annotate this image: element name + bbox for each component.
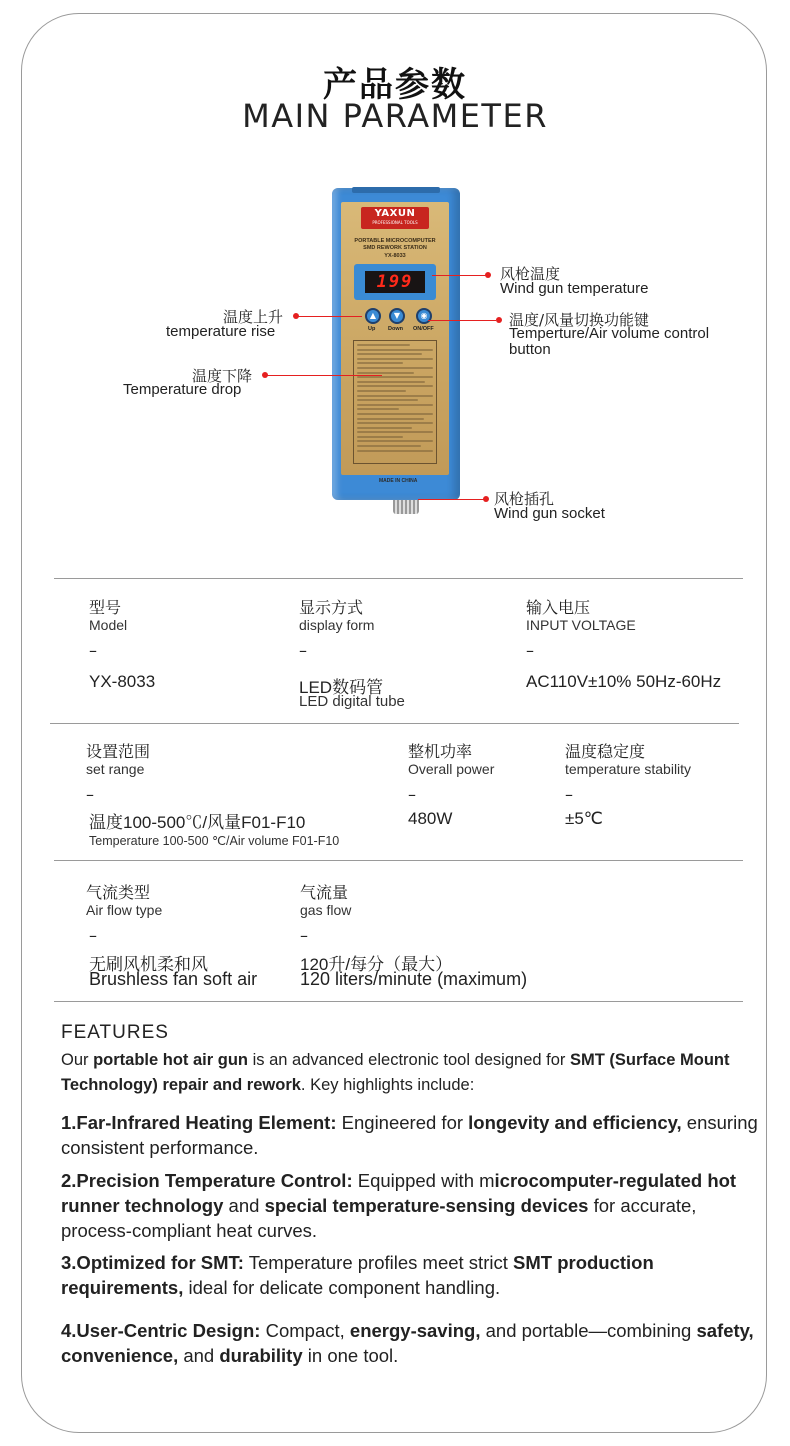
brand-name: YAXUN [374,208,416,219]
spec-range-value-en: Temperature 100-500 ℃/Air volume F01-F10 [89,834,340,848]
spec-range-en: set range [86,761,145,777]
down-button[interactable] [389,308,405,324]
power-icon: ◉ [420,311,428,320]
table-divider-bottom [54,1001,743,1002]
spec-airflow-en: Air flow type [86,902,163,918]
down-button-label: Down [388,326,403,332]
panel-line-2: SMD REWORK STATION [363,245,427,251]
spec-stability-cn: 温度稳定度 [565,742,646,761]
feature-item-3: 3.Optimized for SMT: Temperature profiles meet strict SMT production requirements, ideal for delicate component handling. [61,1252,654,1298]
spec-voltage-value: AC110V±10% 50Hz-60Hz [526,672,722,691]
spec-gasflow-en: gas flow [300,902,352,918]
spec-power-cn: 整机功率 [408,742,473,761]
callout-switch-en-2: button [509,341,551,358]
features-intro: Our portable hot air gun is an advanced electronic tool designed for SMT (Surface Mount Technology) repair and rework. Key highlights include: [61,1051,730,1094]
brand-subtitle: PROFESSIONAL TOOLS [372,220,418,225]
spec-display-value-cn: LED数码管 [299,678,384,697]
spec-voltage-en: INPUT VOLTAGE [526,617,636,633]
table-divider-2 [54,860,743,861]
spec-gasflow-value-en: 120 liters/minute (maximum) [300,969,528,989]
page-title-cn: 产品参数 [323,65,467,105]
callout-temp-rise-cn: 温度上升 [223,308,284,326]
made-in-label: MADE IN CHINA [379,478,418,484]
panel-line-1: PORTABLE MICROCOMPUTER [354,238,436,244]
up-button-label: Up [368,326,376,332]
table-divider-top [54,578,743,579]
device-image [332,188,460,500]
power-button-label: ON/OFF [413,326,434,332]
spec-display-cn: 显示方式 [299,598,364,617]
spec-power-dash: – [408,785,416,804]
spec-airflow-cn: 气流类型 [86,883,151,902]
up-button[interactable] [365,308,381,324]
spec-display-en: display form [299,617,375,633]
spec-voltage-dash: – [526,641,534,660]
callout-socket-en: Wind gun socket [494,505,605,522]
callout-switch-cn: 温度/风量切换功能键 [509,311,650,329]
callout-socket-cn: 风枪插孔 [494,490,555,508]
spec-range-value-cn: 温度100-500℃/风量F01-F10 [89,813,306,832]
panel-model: YX-8033 [384,253,406,259]
instruction-text-block [353,340,437,464]
led-display [354,264,436,300]
spec-stability-en: temperature stability [565,761,692,777]
spec-display-value-en: LED digital tube [299,693,405,710]
down-arrow-icon: ▼ [393,311,401,320]
device-top-cap [352,187,440,193]
spec-airflow-dash: – [89,926,97,945]
feature-item-4: 4.User-Centric Design: Compact, energy-saving, and portable—combining safety, convenience, and durability in one tool. [61,1320,754,1366]
callout-switch-en-1: Temperture/Air volume control [509,325,710,342]
spec-stability-value: ±5℃ [565,809,603,828]
power-button[interactable] [416,308,432,324]
features-heading: FEATURES [61,1022,169,1043]
callout-temp-rise-en: temperature rise [166,323,276,340]
spec-power-value: 480W [408,809,453,828]
spec-model-dash: – [89,641,97,660]
callout-line-wind-temp [432,275,486,276]
brand-logo [361,207,429,229]
spec-gasflow-dash: – [300,926,308,945]
spec-gasflow-cn: 气流量 [300,883,349,902]
spec-gasflow-value-cn: 120升/每分（最大） [300,955,453,974]
spec-model-cn: 型号 [89,598,122,617]
led-readout: 199 [365,271,425,293]
callout-wind-temp-cn: 风枪温度 [500,265,561,283]
table-divider-1 [50,723,739,724]
feature-item-1: 1.Far-Infrared Heating Element: Engineered for longevity and efficiency, ensuring consistent performance. [61,1112,758,1158]
callout-wind-temp-en: Wind gun temperature [500,280,649,297]
callout-dot-switch [496,317,502,323]
spec-display-dash: – [299,641,307,660]
spec-power-en: Overall power [408,761,495,777]
spec-model-en: Model [89,617,128,633]
spec-voltage-cn: 输入电压 [526,598,591,617]
spec-stability-dash: – [565,785,573,804]
feature-item-2: 2.Precision Temperature Control: Equipped with microcomputer-regulated hot runner technology and special temperature-sensing devices for accurate, process-compliant heat curves. [61,1170,737,1241]
callout-line-socket [418,499,484,500]
spec-airflow-value-en: Brushless fan soft air [89,969,258,989]
callout-line-temp-drop [267,375,382,376]
callout-temp-drop-en: Temperature drop [123,381,242,398]
wind-gun-socket [393,500,419,514]
spec-range-dash: – [86,785,94,804]
callout-line-switch [428,320,496,321]
device-panel [341,202,449,484]
up-arrow-icon: ▲ [369,311,377,320]
spec-airflow-value-cn: 无刷风机柔和风 [89,955,208,974]
page-title-en: MAIN PARAMETER [242,97,548,135]
spec-range-cn: 设置范围 [86,742,151,761]
callout-temp-drop-cn: 温度下降 [192,367,253,385]
callout-line-temp-rise [298,316,362,317]
spec-model-value: YX-8033 [89,672,156,691]
